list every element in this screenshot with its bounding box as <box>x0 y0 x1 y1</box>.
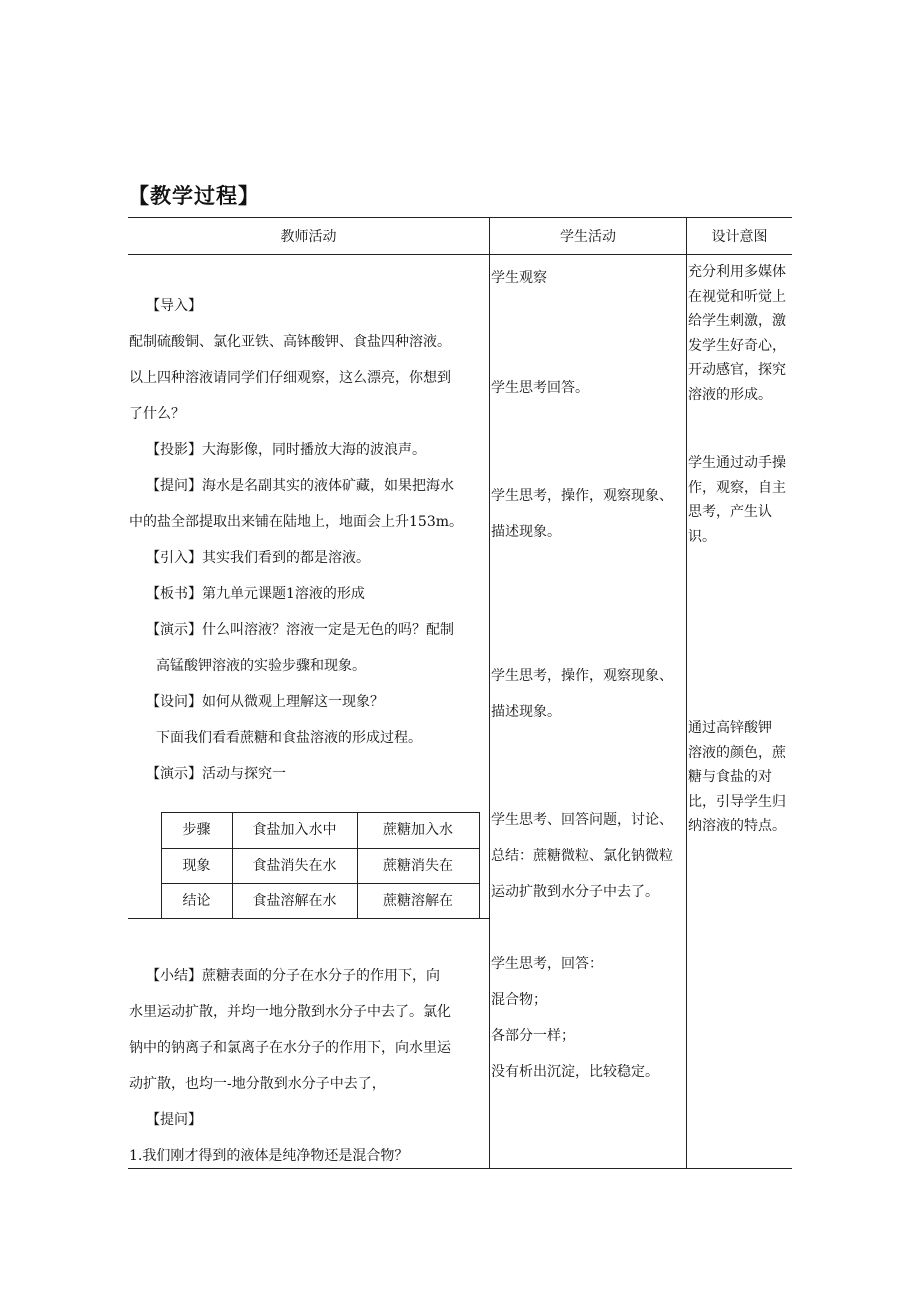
header-teacher-activity: 教师活动 <box>280 229 337 245</box>
intent-block <box>688 716 791 839</box>
intent-line: 通过高锌酸钾 <box>688 720 772 736</box>
intent-block <box>688 451 791 549</box>
student-activity-text: 混合物； <box>491 992 547 1008</box>
student-activity-text: 学生思考回答。 <box>491 380 589 396</box>
intro-line: 了什么？ <box>129 406 185 422</box>
table-cell: 食盐消失在水 <box>252 858 337 874</box>
column-divider-2 <box>686 217 687 1169</box>
intro-line: 以上四种溶液请同学们仔细观察，这么漂亮，你想到 <box>129 370 451 386</box>
summary-text: 动扩散，也均一-地分散到水分子中去了， <box>129 1076 386 1092</box>
table-cell: 食盐溶解在水 <box>252 893 337 909</box>
board-text: 【板书】第九单元课题1溶液的形成 <box>146 586 365 602</box>
intent-line: 发学生好奇心， <box>688 337 786 354</box>
question-text: 【提问】海水是名副其实的液体矿藏，如果把海水 <box>146 478 454 494</box>
student-activity-text: 描述现象。 <box>491 524 561 540</box>
student-activity-text: 学生思考、回答问题，讨论、 <box>491 812 673 828</box>
inner-table-border <box>161 848 480 849</box>
student-activity-text: 学生思考，操作，观察现象、 <box>491 488 673 504</box>
set-question-text: 【设问】如何从微观上理解这一现象？ <box>146 694 384 710</box>
table-cell: 现象 <box>182 858 211 874</box>
inner-table-border <box>161 883 480 884</box>
student-activity-text: 学生思考，回答： <box>491 956 603 972</box>
column-divider-1 <box>489 217 490 1169</box>
next-text: 下面我们看看蔗糖和食盐溶液的形成过程。 <box>156 730 422 746</box>
intent-line: 充分利用多媒体 <box>688 264 786 280</box>
intent-line: 纳溶液的特点。 <box>688 818 786 834</box>
summary-text: 水里运动扩散，并均一地分散到水分子中去了。氯化 <box>129 1004 451 1020</box>
table-header-border <box>128 254 792 255</box>
intro-tag: 【导入】 <box>146 298 202 314</box>
lead-in-text: 【引入】其实我们看到的都是溶液。 <box>146 550 370 566</box>
student-activity-text: 学生思考，操作，观察现象、 <box>491 668 673 684</box>
intent-line: 溶液的颜色，蔗 <box>688 744 786 761</box>
intent-line: 思考，产生认识。 <box>688 504 772 545</box>
intent-line: 糖与食盐的对 <box>688 769 772 785</box>
intent-line: 学生通过动手操 <box>688 455 786 471</box>
intent-line: 开动感官，探究 <box>688 362 786 378</box>
inner-table-border <box>161 812 480 813</box>
table-top-border <box>128 217 792 218</box>
page-title: 【教学过程】 <box>128 184 260 208</box>
student-activity-text: 总结：蔗糖微粒、氯化钠微粒 <box>491 848 673 864</box>
table-cell: 步骤 <box>182 822 211 838</box>
inner-table-border <box>128 918 489 919</box>
question-text: 中的盐全部提取出来铺在陆地上，地面会上升153m。 <box>129 514 463 530</box>
student-activity-text: 描述现象。 <box>491 704 561 720</box>
student-activity-text: 学生观察 <box>491 270 547 286</box>
question-tag: 【提问】 <box>146 1112 202 1128</box>
intent-block <box>688 260 791 407</box>
demo-text: 【演示】什么叫溶液？溶液一定是无色的吗？配制 <box>146 622 454 638</box>
summary-text: 钠中的钠离子和氯离子在水分子的作用下，向水里运 <box>129 1040 451 1056</box>
intro-line: 配制硫酸铜、氯化亚铁、高钵酸钾、食盐四种溶液。 <box>129 334 451 350</box>
table-cell: 蔗糖溶解在 <box>383 893 453 909</box>
intent-line: 在视觉和听觉上 <box>688 288 786 305</box>
intent-line: 溶液的形成。 <box>688 386 772 403</box>
table-cell: 食盐加入水中 <box>252 822 337 838</box>
inner-table-border <box>479 812 480 918</box>
demo-text: 高锰酸钾溶液的实验步骤和现象。 <box>156 658 366 674</box>
table-bottom-border <box>128 1168 792 1169</box>
question-text: 1.我们刚才得到的液体是纯净物还是混合物？ <box>129 1148 409 1164</box>
student-activity-text: 运动扩散到水分子中去了。 <box>491 884 659 900</box>
summary-text: 【小结】蔗糖表面的分子在水分子的作用下，向 <box>146 968 440 984</box>
student-activity-text: 没有析出沉淀，比较稳定。 <box>491 1064 659 1080</box>
header-student-activity: 学生活动 <box>560 229 616 245</box>
table-cell: 结论 <box>182 893 211 909</box>
intent-line: 作，观察，自主 <box>688 479 786 496</box>
demo-activity-text: 【演示】活动与探究一 <box>146 766 286 782</box>
intent-line: 比，引导学生归 <box>688 793 786 810</box>
table-cell: 蔗糖加入水 <box>383 822 453 838</box>
projection-text: 【投影】大海影像，同时播放大海的波浪声。 <box>146 442 426 458</box>
table-cell: 蔗糖消失在 <box>383 858 453 874</box>
student-activity-text: 各部分一样； <box>491 1028 575 1044</box>
intent-line: 给学生刺激，激 <box>688 313 786 329</box>
header-design-intent: 设计意图 <box>711 229 768 245</box>
